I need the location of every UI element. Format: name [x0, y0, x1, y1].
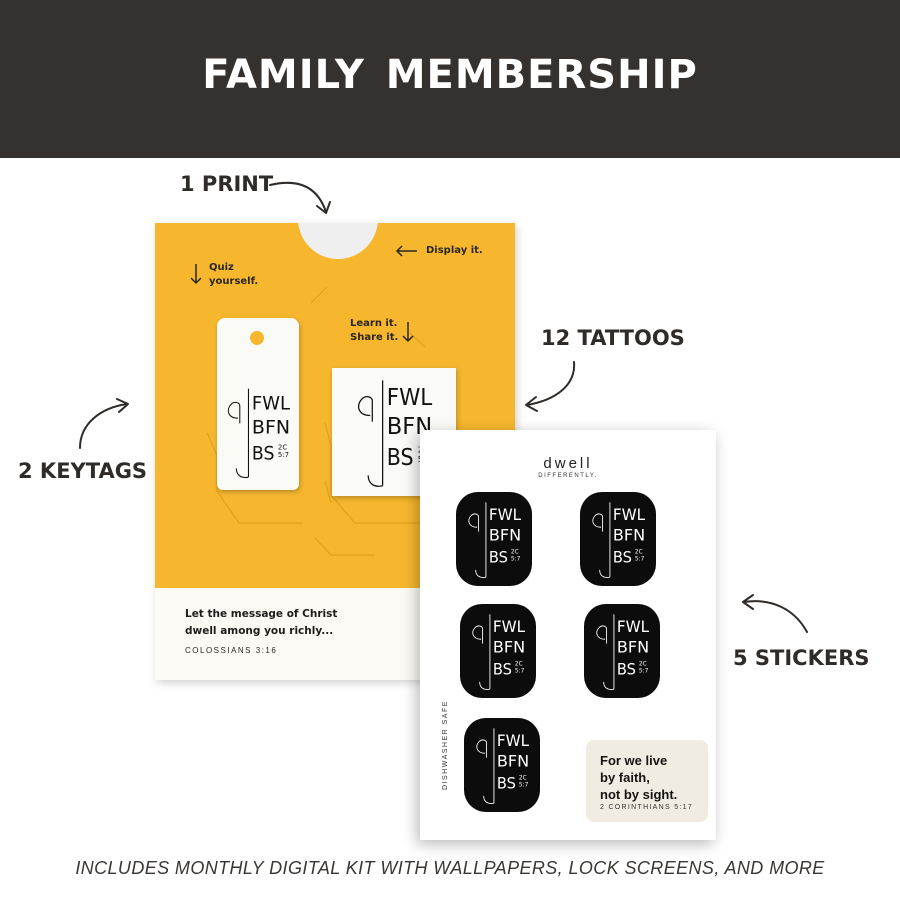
verse-line1: For we live — [600, 753, 668, 768]
sticker — [580, 492, 656, 586]
curved-arrow-icon — [526, 362, 574, 411]
callout-stickers: 5 STICKERS — [733, 646, 870, 670]
sticker — [464, 718, 540, 812]
arrow-left-icon — [395, 245, 419, 257]
curved-arrow-icon — [80, 399, 128, 448]
sticker-sheet — [420, 430, 716, 840]
arrow-down-icon — [189, 263, 203, 285]
sticker — [584, 604, 660, 698]
fwl-logo-glyph — [464, 718, 540, 812]
callout-tattoos: 12 TATTOOS — [541, 326, 685, 350]
curved-arrow-icon — [743, 595, 807, 632]
callout-print: 1 PRINT — [180, 172, 274, 196]
page-title: FAMILY MEMBERSHIP — [202, 52, 698, 98]
sticker — [456, 492, 532, 586]
fwl-logo-glyph — [584, 604, 660, 698]
quiz-label-line1: Quiz — [209, 262, 234, 273]
fwl-logo-glyph — [460, 604, 536, 698]
callout-keytags: 2 KEYTAGS — [18, 459, 148, 483]
brand-tagline: DIFFERENTLY. — [538, 473, 598, 479]
scripture-line2: dwell among you richly... — [185, 625, 334, 637]
verse-line3: not by sight. — [600, 787, 678, 802]
fwl-logo-glyph — [456, 492, 532, 586]
keytag-hole — [250, 331, 264, 345]
verse-reference: 2 CORINTHIANS 5:17 — [600, 804, 694, 811]
footer-note: INCLUDES MONTHLY DIGITAL KIT WITH WALLPAPERS, LOCK SCREENS, AND MORE — [75, 858, 825, 878]
fwl-logo-glyph — [580, 492, 656, 586]
display-label: Display it. — [426, 245, 483, 256]
brand-name: dwell — [543, 455, 593, 472]
fwl-logo-glyph — [219, 376, 297, 488]
verse-sticker — [586, 740, 708, 822]
scripture-line1: Let the message of Christ — [185, 608, 338, 620]
verse-line2: by faith, — [600, 770, 650, 785]
curved-arrow-icon — [270, 183, 330, 213]
dishwasher-safe-label: DISHWASHER SAFE — [442, 700, 449, 790]
keytag — [217, 318, 299, 490]
learn-label-line2: Share it. — [350, 332, 399, 343]
sticker — [460, 604, 536, 698]
learn-label-line1: Learn it. — [350, 318, 398, 329]
quiz-label-line2: yourself. — [209, 276, 259, 287]
scripture-reference: COLOSSIANS 3:16 — [185, 646, 278, 655]
arrow-down-icon — [401, 321, 415, 343]
